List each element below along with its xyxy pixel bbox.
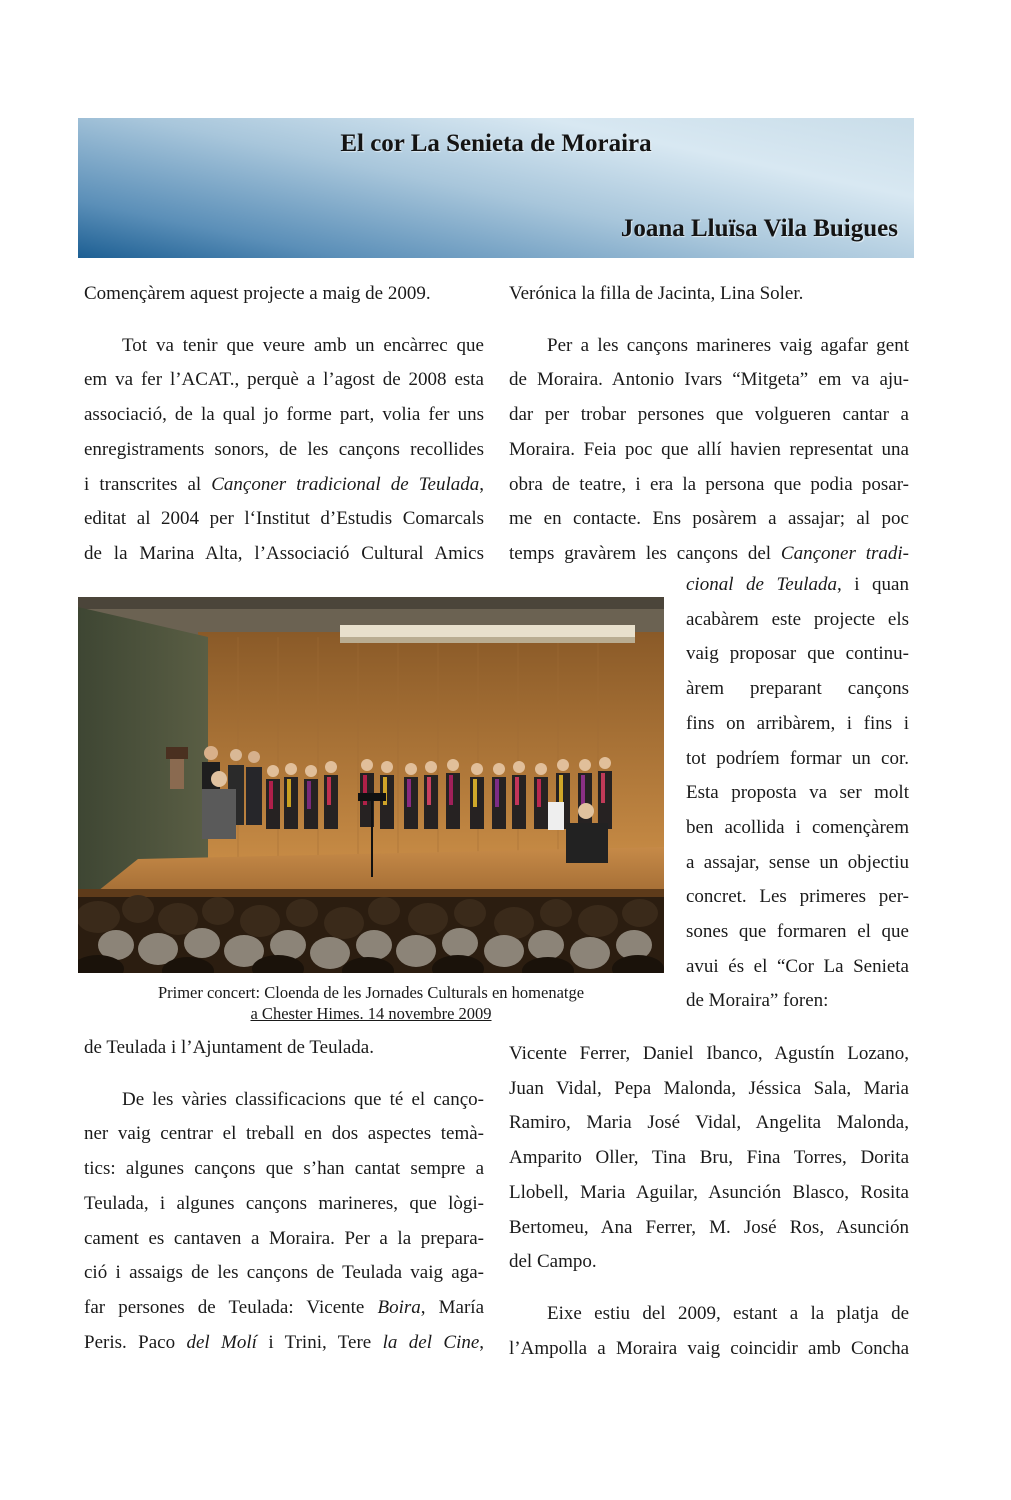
text-line: de Moraira” foren: (686, 990, 829, 1012)
text-line: Per a les cançons marineres vaig agafar gent (547, 334, 909, 356)
caption-line: Primer concert: Cloenda de les Jornades Culturals en homenatge (157, 983, 585, 1002)
text-line: Moraira. Feia poc que allí havien representat una (509, 438, 909, 460)
text-line: acabàrem este projecte els (686, 608, 909, 630)
left-column-top (84, 277, 484, 572)
text-line: Teulada, i algunes cançons marineres, que lògi- (84, 1192, 484, 1214)
text-line: fins on arribàrem, i fins i (686, 712, 909, 734)
photo-caption (78, 982, 664, 1024)
article-author: Joana Lluïsa Vila Buigues (620, 215, 898, 242)
text-line: far persones de Teulada: Vicente Boira, María (84, 1296, 484, 1318)
text-line: obra de teatre, i era la persona que podia posar- (509, 473, 909, 495)
right-column-bottom (509, 1037, 909, 1366)
text-line: enregistraments sonors, de les cançons recollides (84, 438, 484, 460)
text-line: Amparito Oller, Tina Bru, Fina Torres, Dorita (509, 1147, 909, 1169)
text-line: Tot va tenir que veure amb un encàrrec que (122, 334, 484, 356)
text-line: Vicente Ferrer, Daniel Ibanco, Agustín Lozano, (509, 1043, 909, 1064)
caption-underlined: a Chester Himes. 14 novembre 2009 (250, 1004, 492, 1023)
text-line: avui és el “Cor La Senieta (686, 955, 909, 977)
text-line: me en contacte. Ens posàrem a assajar; al poc (509, 508, 909, 530)
text-line: àrem preparant cançons (686, 678, 909, 700)
right-column-narrow (686, 568, 909, 1019)
text-line: em va fer l’ACAT., perquè a l’agost de 2008 esta (84, 369, 484, 391)
text-line: ben acollida i començàrem (686, 816, 909, 838)
paragraph-classifications (84, 1083, 484, 1361)
paragraph-summer (509, 1297, 909, 1366)
text-line: dar per trobar persones que volgueren cantar a (509, 404, 909, 426)
text-line: tics: algunes cançons que s’han cantat sempre a (84, 1158, 484, 1180)
text-line: editat al 2004 per l‘Institut d’Estudis Comarcals (84, 508, 484, 530)
text-line: temps gravàrem les cançons del Cançoner tradi- (509, 542, 909, 564)
paragraph-members (509, 1037, 909, 1280)
text-line: sones que formaren el que (686, 921, 909, 943)
text-line: Esta proposta va ser molt (686, 782, 909, 804)
paragraph-acat (84, 329, 484, 572)
paragraph-veronica: Verónica la filla de Jacinta, Lina Soler. (509, 283, 804, 304)
text-line: De les vàries classificacions que té el canço- (122, 1088, 484, 1110)
text-line: Bertomeu, Ana Ferrer, M. José Ros, Asunción (509, 1216, 909, 1238)
text-line: cament es cantaven a Moraira. Per a la prepara- (84, 1227, 484, 1249)
text-line: del Campo. (509, 1251, 597, 1273)
paragraph-marineres (509, 329, 909, 572)
concert-photo (78, 597, 664, 973)
text-line: l’Ampolla a Moraira vaig coincidir amb Concha (509, 1337, 909, 1359)
text-line: associació, de la qual jo forme part, volia fer uns (84, 404, 484, 426)
left-column-bottom (84, 1031, 484, 1360)
text-line: i transcrites al Cançoner tradicional de Teulada, (84, 473, 485, 495)
concert-photo-illustration (78, 597, 664, 973)
text-line: Eixe estiu del 2009, estant a la platja de (547, 1302, 909, 1324)
text-line: Peris. Paco del Molí i Trini, Tere la del Cine, (84, 1331, 485, 1353)
text-line: de la Marina Alta, l’Associació Cultural Amics (84, 542, 484, 564)
text-line: tot podríem formar un cor. (686, 747, 909, 769)
right-column (509, 277, 909, 572)
text-line: vaig proposar que continu- (686, 643, 909, 665)
paragraph-end: de Teulada i l’Ajuntament de Teulada. (84, 1037, 374, 1058)
text-line: a assajar, sense un objectiu (686, 851, 909, 873)
text-line: ció i assaigs de les cançons de Teulada vaig aga- (84, 1262, 484, 1284)
caption-line (78, 1003, 664, 1024)
text-line: de Moraira. Antonio Ivars “Mitgeta” em va aju- (509, 369, 909, 391)
text-line: Ramiro, Maria José Vidal, Angelita Malonda, (509, 1112, 909, 1134)
text-line: Juan Vidal, Pepa Malonda, Jéssica Sala, Maria (509, 1077, 909, 1099)
text-line: cional de Teulada, i quan (686, 574, 909, 595)
text-line: concret. Les primeres per- (686, 886, 909, 908)
text-line: Llobell, Maria Aguilar, Asunción Blasco, Rosita (509, 1181, 909, 1203)
paragraph-intro: Començàrem aquest projecte a maig de 2009. (84, 283, 431, 304)
article-title: El cor La Senieta de Moraira (340, 130, 652, 157)
title-banner (78, 118, 914, 258)
text-line: ner vaig centrar el treball en dos aspectes temà- (84, 1123, 484, 1145)
